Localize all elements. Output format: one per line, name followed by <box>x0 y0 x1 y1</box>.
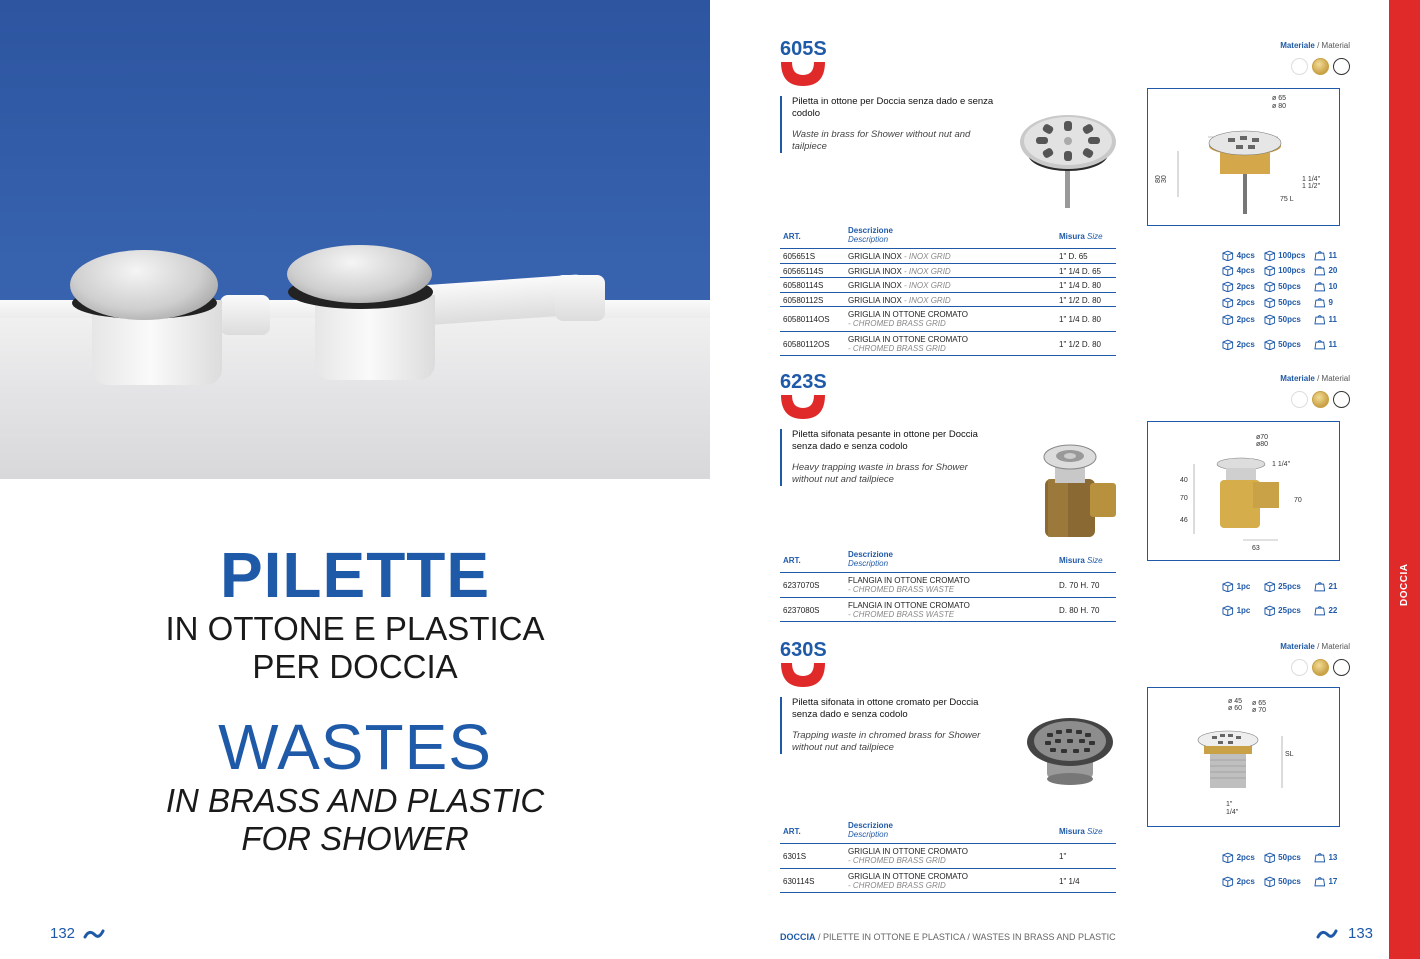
packaging-row: 2pcs 50pcs 11 <box>1222 314 1340 325</box>
product-code: 605S <box>780 38 827 60</box>
material-chrome-swatch <box>1291 659 1308 676</box>
carton-icon <box>1264 581 1276 592</box>
drawing-label: 70 <box>1294 497 1302 504</box>
product-photo-630S <box>1025 711 1115 786</box>
technical-drawing-623S <box>1147 421 1340 561</box>
box-icon <box>1222 281 1234 292</box>
header-description: Descrizione Description <box>848 226 893 244</box>
product-table-630S <box>780 820 1116 893</box>
packaging-row: 1pc 25pcs 22 <box>1222 605 1340 616</box>
box-icon <box>1222 581 1234 592</box>
title-en: WASTES <box>218 711 492 783</box>
product-630S <box>780 639 1350 899</box>
material-chrome-swatch <box>1291 58 1308 75</box>
drawing-label: 1 1/2" <box>1302 183 1321 190</box>
subtitle-en-line1: IN BRASS AND PLASTIC <box>165 782 545 819</box>
title-it: PILETTE <box>219 539 491 611</box>
header-description: Descrizione Description <box>848 821 893 839</box>
table-row: 6237070S FLANGIA IN OTTONE CROMATO - CHROMED BRASS WASTE D. 70 H. 70 <box>780 573 1116 598</box>
material-label: Materiale / Material <box>1280 642 1350 651</box>
carton-icon <box>1264 297 1276 308</box>
product-description <box>780 697 1000 754</box>
packaging-row: 2pcs 50pcs 17 <box>1222 876 1340 887</box>
material-brass-swatch <box>1312 659 1329 676</box>
drawing-label: 75 L <box>1280 196 1294 203</box>
packaging-row: 1pc 25pcs 21 <box>1222 581 1340 592</box>
description-it: Piletta in ottone per Doccia senza dado e senza codolo <box>792 96 994 119</box>
header-art: ART. <box>783 232 801 241</box>
drawing-label: 1/4" <box>1226 809 1239 816</box>
description-en: Trapping waste in chromed brass for Shower without nut and tailpiece <box>792 730 981 753</box>
weight-icon <box>1314 876 1326 887</box>
material-swatches <box>1291 58 1350 75</box>
u-mark-icon <box>780 663 826 687</box>
side-tab-label: DOCCIA <box>1399 563 1410 607</box>
product-photo-623S <box>1030 443 1120 543</box>
description-en: Waste in brass for Shower without nut and tailpiece <box>792 129 971 152</box>
material-white-swatch <box>1333 58 1350 75</box>
brand-logo-icon <box>1316 927 1338 941</box>
weight-icon <box>1314 852 1326 863</box>
shower-drain-image-2 <box>285 245 615 395</box>
header-size: Misura Size <box>1059 827 1103 836</box>
header-size: Misura Size <box>1059 232 1103 241</box>
weight-icon <box>1314 314 1326 325</box>
u-mark-icon <box>780 62 826 86</box>
box-icon <box>1222 339 1234 350</box>
carton-icon <box>1264 250 1276 261</box>
description-it: Piletta sifonata in ottone cromato per Doccia senza dado e senza codolo <box>792 697 979 720</box>
table-row: 6237080S FLANGIA IN OTTONE CROMATO - CHROMED BRASS WASTE D. 80 H. 70 <box>780 598 1116 623</box>
material-swatches <box>1291 391 1350 408</box>
table-row: 60580114OS GRIGLIA IN OTTONE CROMATO - CHROMED BRASS GRID 1" 1/4 D. 80 <box>780 307 1116 332</box>
drawing-label: ø80 <box>1256 441 1269 448</box>
table-header <box>780 225 1116 249</box>
material-white-swatch <box>1333 659 1350 676</box>
side-tab-band <box>1389 0 1420 959</box>
weight-icon <box>1314 339 1326 350</box>
weight-icon <box>1314 265 1326 276</box>
drawing-label: SL <box>1285 751 1294 758</box>
drawing-label: 30 <box>1161 175 1168 183</box>
product-table-623S <box>780 549 1116 622</box>
shower-drain-image-1 <box>70 245 300 395</box>
header-art: ART. <box>783 827 801 836</box>
product-605S <box>780 38 1350 363</box>
table-header <box>780 820 1116 844</box>
u-mark-icon <box>780 395 826 419</box>
box-icon <box>1222 314 1234 325</box>
table-row: 605651S GRIGLIA INOX - INOX GRID 1" D. 65 <box>780 249 1116 264</box>
drawing-label: 1" <box>1226 801 1233 808</box>
header-size: Misura Size <box>1059 556 1103 565</box>
drawing-label: 63 <box>1252 545 1260 552</box>
packaging-row: 2pcs 50pcs 11 <box>1222 339 1340 350</box>
technical-drawing-605S <box>1147 88 1340 226</box>
description-it: Piletta sifonata pesante in ottone per Doccia senza dado e senza codolo <box>792 429 978 452</box>
carton-icon <box>1264 605 1276 616</box>
box-icon <box>1222 605 1234 616</box>
drawing-label: ø 65 <box>1272 95 1287 102</box>
packaging-row: 4pcs 100pcs 20 <box>1222 265 1340 276</box>
drawing-label: ø 80 <box>1272 103 1287 110</box>
box-icon <box>1222 876 1234 887</box>
material-swatches <box>1291 659 1350 676</box>
drawing-label: ø 65 <box>1252 700 1267 707</box>
subtitle-it-line2: PER DOCCIA <box>252 648 458 685</box>
product-code: 630S <box>780 639 827 661</box>
header-description: Descrizione Description <box>848 550 893 568</box>
drawing-label: ø 60 <box>1228 705 1243 712</box>
weight-icon <box>1314 297 1326 308</box>
carton-icon <box>1264 339 1276 350</box>
material-brass-swatch <box>1312 391 1329 408</box>
section-title <box>0 540 710 858</box>
table-row: 60580112S GRIGLIA INOX - INOX GRID 1" 1/2 D. 80 <box>780 293 1116 308</box>
table-header <box>780 549 1116 573</box>
drawing-label: 40 <box>1180 477 1188 484</box>
right-page <box>710 0 1420 959</box>
drawing-label: ø 45 <box>1228 698 1243 705</box>
weight-icon <box>1314 581 1326 592</box>
carton-icon <box>1264 265 1276 276</box>
brand-logo-icon <box>83 927 105 941</box>
carton-icon <box>1264 281 1276 292</box>
product-description <box>780 96 1000 153</box>
box-icon <box>1222 297 1234 308</box>
box-icon <box>1222 852 1234 863</box>
drawing-label: 70 <box>1180 495 1188 502</box>
material-brass-swatch <box>1312 58 1329 75</box>
packaging-row: 2pcs 50pcs 10 <box>1222 281 1340 292</box>
page-number-right: 133 <box>1348 925 1374 942</box>
header-art: ART. <box>783 556 801 565</box>
technical-drawing-630S <box>1147 687 1340 827</box>
footer-breadcrumb: DOCCIA / PILETTE IN OTTONE E PLASTICA / WASTES IN BRASS AND PLASTIC <box>780 932 1116 942</box>
drawing-label: ø 70 <box>1252 707 1267 714</box>
hero-photo <box>0 0 710 479</box>
drawing-label: 1 1/4" <box>1302 176 1321 183</box>
subtitle-en-line2: FOR SHOWER <box>241 820 469 857</box>
product-table-605S <box>780 225 1116 356</box>
table-row: 6301S GRIGLIA IN OTTONE CROMATO - CHROMED BRASS GRID 1" <box>780 844 1116 869</box>
weight-icon <box>1314 281 1326 292</box>
carton-icon <box>1264 314 1276 325</box>
material-chrome-swatch <box>1291 391 1308 408</box>
weight-icon <box>1314 605 1326 616</box>
table-row: 60580112OS GRIGLIA IN OTTONE CROMATO - CHROMED BRASS GRID 1" 1/2 D. 80 <box>780 332 1116 357</box>
material-label: Materiale / Material <box>1280 41 1350 50</box>
product-623S <box>780 371 1350 626</box>
page-number-left: 132 <box>50 925 76 942</box>
product-photo-605S <box>1018 108 1118 213</box>
packaging-row: 2pcs 50pcs 13 <box>1222 852 1340 863</box>
packaging-row: 2pcs 50pcs 9 <box>1222 297 1340 308</box>
carton-icon <box>1264 876 1276 887</box>
table-row: 630114S GRIGLIA IN OTTONE CROMATO - CHROMED BRASS GRID 1" 1/4 <box>780 869 1116 894</box>
box-icon <box>1222 265 1234 276</box>
drawing-label: 1 1/4" <box>1272 461 1291 468</box>
table-row: 60565114S GRIGLIA INOX - INOX GRID 1" 1/4 D. 65 <box>780 264 1116 279</box>
material-label: Materiale / Material <box>1280 374 1350 383</box>
product-code: 623S <box>780 371 827 393</box>
drawing-label: ø70 <box>1256 434 1269 441</box>
material-white-swatch <box>1333 391 1350 408</box>
drawing-label: 46 <box>1180 517 1188 524</box>
description-en: Heavy trapping waste in brass for Shower without nut and tailpiece <box>792 462 968 485</box>
weight-icon <box>1314 250 1326 261</box>
subtitle-it-line1: IN OTTONE E PLASTICA <box>165 610 545 647</box>
drawing-label: 80 <box>1155 175 1162 183</box>
table-row: 60580114S GRIGLIA INOX - INOX GRID 1" 1/4 D. 80 <box>780 278 1116 293</box>
box-icon <box>1222 250 1234 261</box>
product-description <box>780 429 1000 486</box>
packaging-row: 4pcs 100pcs 11 <box>1222 250 1340 261</box>
carton-icon <box>1264 852 1276 863</box>
